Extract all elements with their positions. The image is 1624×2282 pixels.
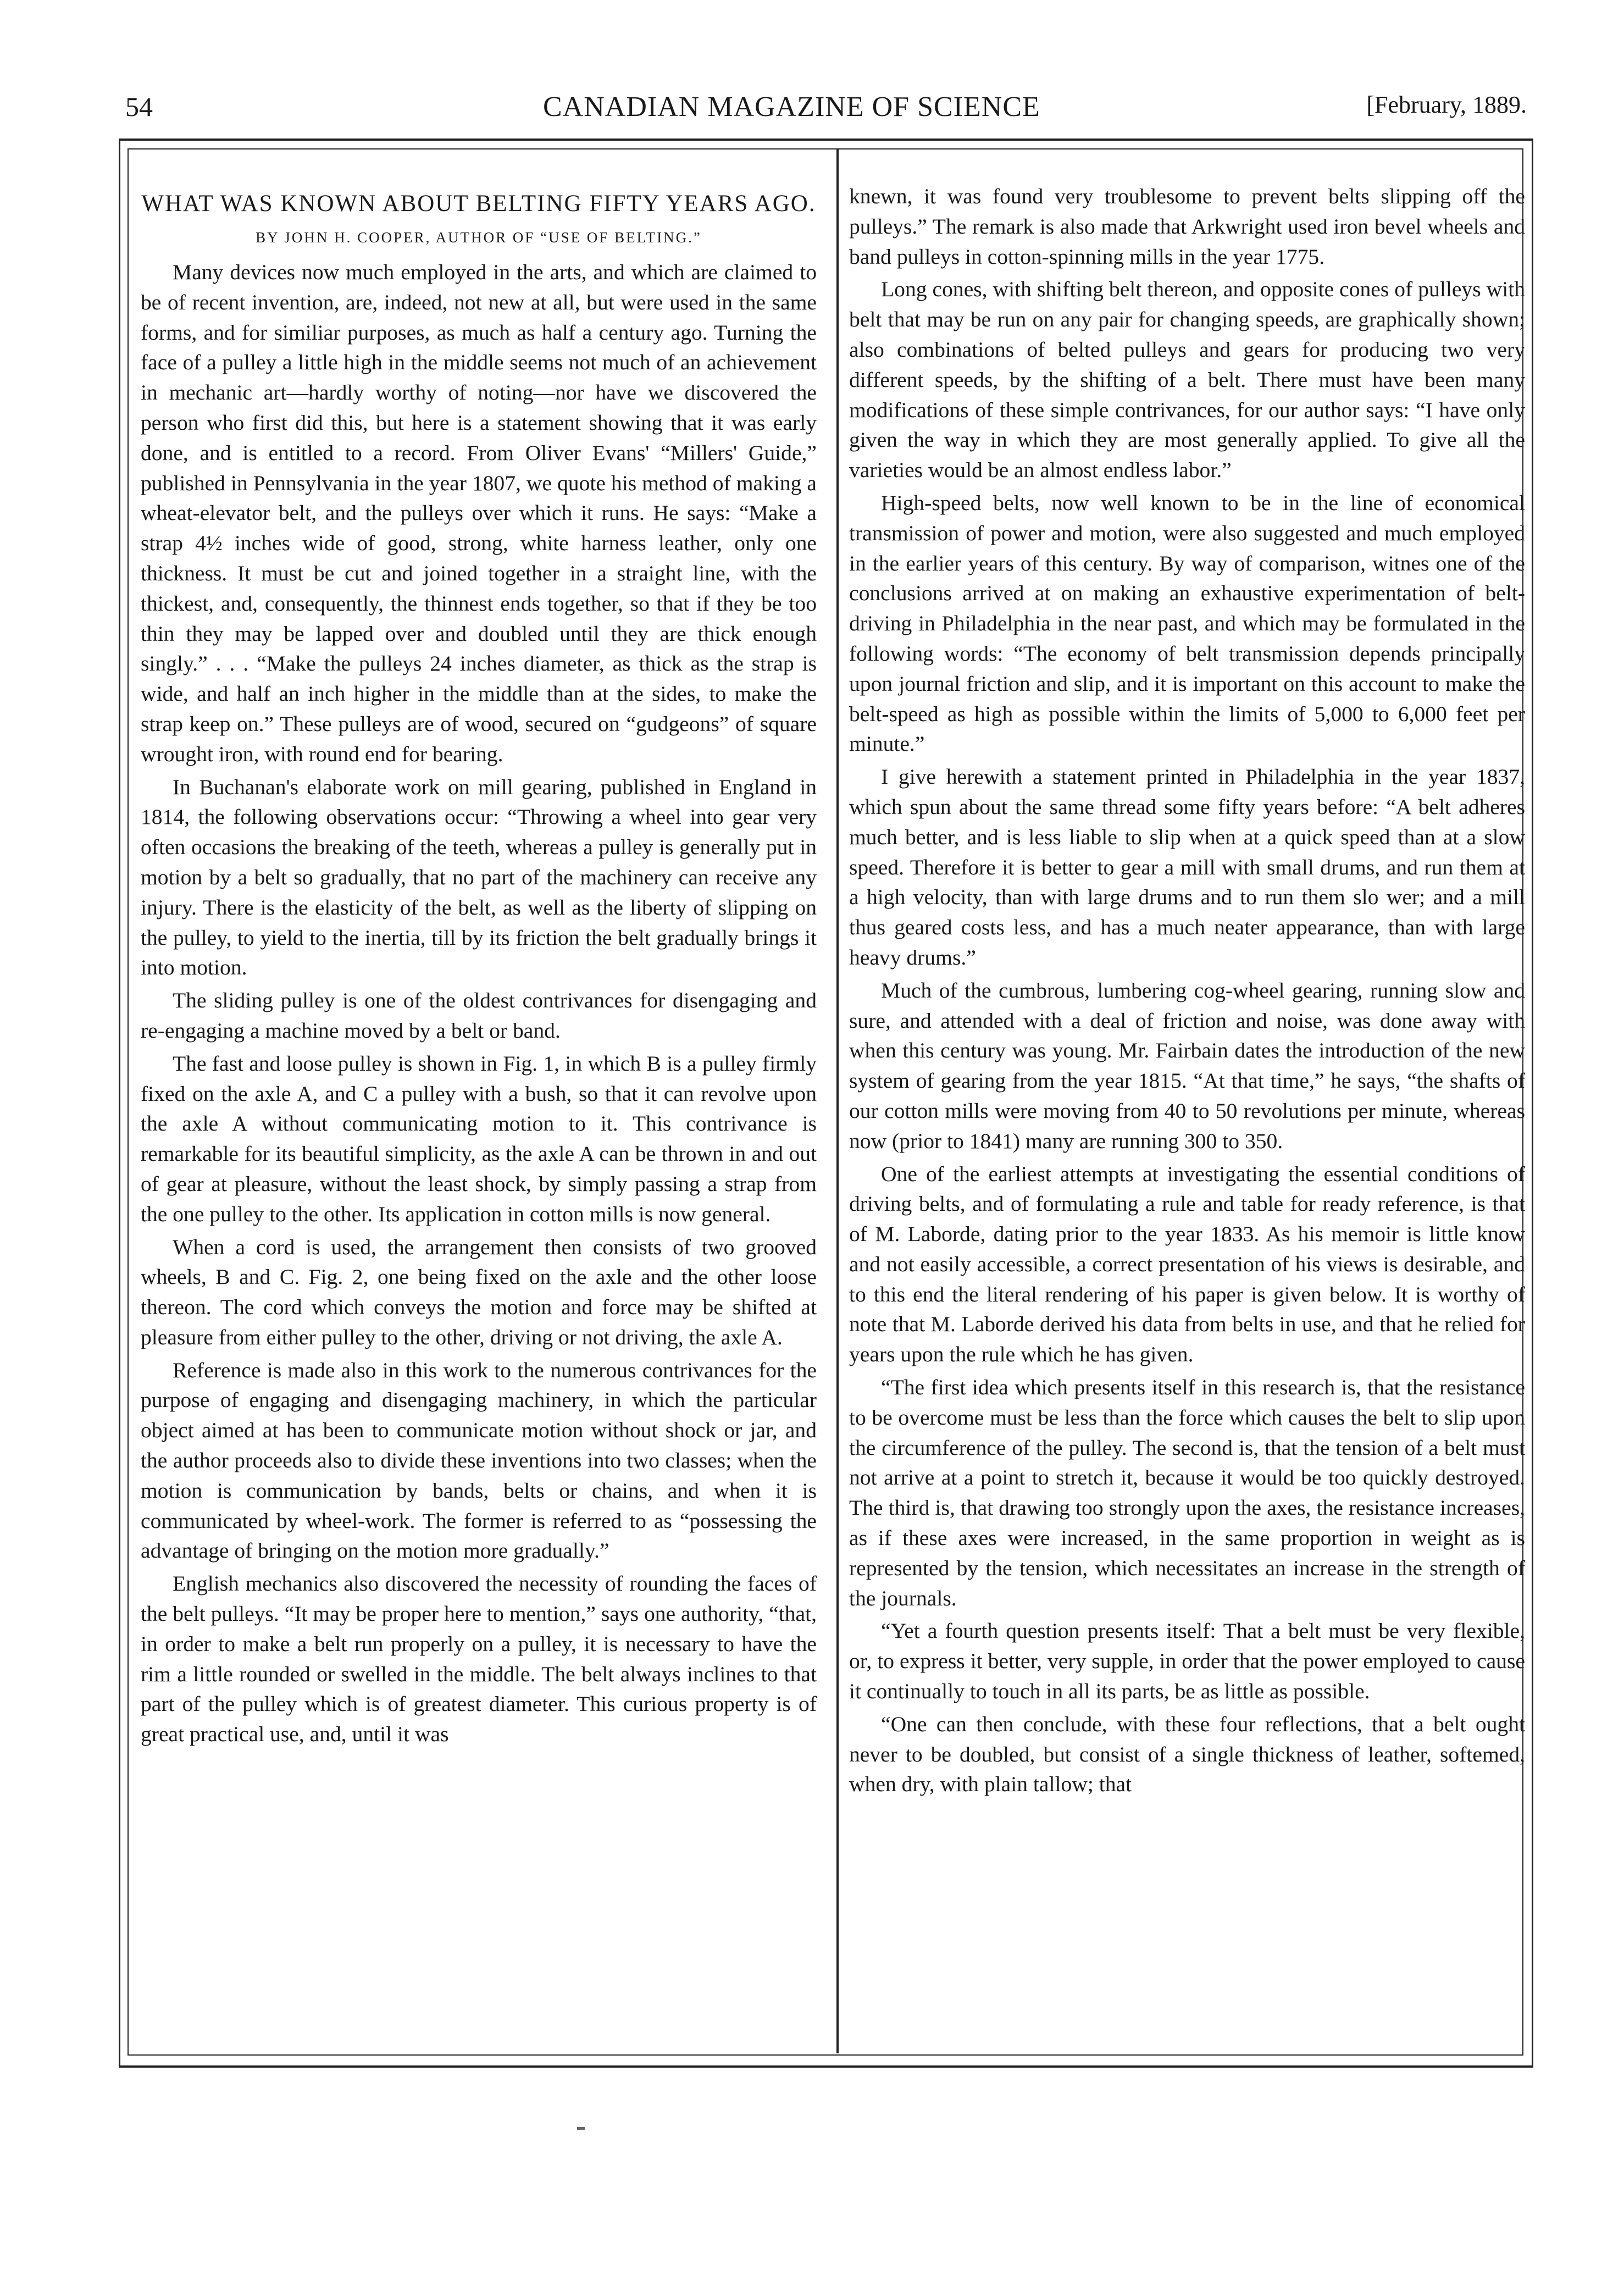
paragraph: “One can then conclude, with these four reflections, that a belt ought never to be doubled, but consist of a single thickness of leather, softemed, when dry, with plain tallow; that (849, 1711, 1525, 1797)
paragraph-continuation: knewn, it was found very troublesome to prevent belts slipping off the pulleys.” The remark is also made that Arkwright used iron bevel wheels and band pulleys in cotton-spinning mills in the year 1775. (849, 184, 1525, 269)
paragraph: “The first idea which presents itself in this research is, that the resistance to be overcome must be less than the force which causes the belt to slip upon the circumference of the pulley. The second is, that the tension of a belt must not arrive at a point to stretch it, because it would be too quickly destroyed. The third is, that drawing too strongly upon the axes, the resistance increases, as if these axes were increased, in the same proportion in weight as is represented by the tension, which necessitates an increase in the strength of the journals. (849, 1375, 1525, 1610)
paragraph: The sliding pulley is one of the oldest contrivances for disengaging and re-engaging a machine moved by a belt or band. (141, 988, 817, 1043)
column-divider (836, 148, 839, 2053)
page-mark (577, 2127, 585, 2130)
paragraph: English mechanics also discovered the necessity of rounding the faces of the belt pulleys. “It may be proper here to mention,” says one authority, “that, in order to make a belt run properly on a pulley, it is necessary to have the rim a little rounded or swelled in the middle. The belt always inclines to that part of the pulley which is of greatest diameter. This curious property is of great practical use, and, until it was (141, 1571, 817, 1747)
right-column (849, 181, 1525, 1802)
paragraph: One of the earliest attempts at investigating the essential conditions of driving belts, and of formulating a rule and table for ready reference, is that of M. Laborde, dating prior to the year 1833. As his memoir is little know and not easily accessible, a correct presentation of his views is desirable, and to this end the literal rendering of his paper is given below. It is worthy of note that M. Laborde derived his data from belts in use, and that he relied for years upon the rule which he has given. (849, 1161, 1525, 1367)
paragraph: The fast and loose pulley is shown in Fig. 1, in which B is a pulley firmly fixed on the axle A, and C a pulley with a bush, so that it can revolve upon the axle A without communicating motion to it. This contrivance is remarkable for its beautiful simplicity, as the axle A can be thrown in and out of gear at pleasure, without the least shock, by simply passing a strap from the one pulley to the other. Its application in cotton mills is now general. (141, 1051, 817, 1226)
issue-date: [February, 1889. (1366, 91, 1527, 118)
paragraph: Long cones, with shifting belt thereon, and opposite cones of pulleys with belt that may be run on any pair for changing speeds, are graphically shown; also combinations of belted pulleys and gears for producing two very different speeds, by the shifting of a belt. There must have been many modifications of these simple contrivances, for our author says: “I have only given the way in which they are most generally applied. To give all the varieties would be an almost endless labor.” (849, 277, 1525, 483)
paragraph: When a cord is used, the arrangement then consists of two grooved wheels, B and C. Fig. 2, one being fixed on the axle and the other loose thereon. The cord which conveys the motion and force may be shifted at pleasure from either pulley to the other, driving or not driving, the axle A. (141, 1234, 817, 1349)
left-column (141, 181, 817, 1752)
paragraph: In Buchanan's elaborate work on mill gearing, published in England in 1814, the following observations occur: “Throwing a wheel into gear very often occasions the breaking of the teeth, whereas a pulley is generally put in motion by a belt so gradually, that no part of the machinery can receive any injury. There is the elasticity of the belt, as well as the liberty of slipping on the pulley, to yield to the inertia, till by its friction the belt gradually brings it into motion. (141, 774, 817, 980)
page-number: 54 (125, 91, 153, 122)
paragraph: Reference is made also in this work to the numerous contrivances for the purpose of engaging and disengaging machinery, in which the particular object aimed at has been to communicate motion without shock or jar, and the author proceeds also to divide these inventions into two classes; when the motion is communication by bands, belts or chains, and when it is communicated by wheel-work. The former is referred to as “possessing the advantage of bringing on the motion more gradually.” (141, 1358, 817, 1563)
page-header (125, 91, 1527, 129)
paragraph: “Yet a fourth question presents itself: That a belt must be very flexible, or, to express it better, very supple, in order that the power employed to cause it continually to touch in all its parts, be as little as possible. (849, 1619, 1525, 1704)
article-title: WHAT WAS KNOWN ABOUT BELTING FIFTY YEARS AGO. (141, 191, 816, 217)
article-byline: BY JOHN H. COOPER, AUTHOR OF “USE OF BELTING.” (256, 229, 702, 246)
paragraph: Much of the cumbrous, lumbering cog-wheel gearing, running slow and sure, and attended with a deal of friction and noise, was done away with when this century was young. Mr. Fairbain dates the introduction of the new system of gearing from the year 1815. “At that time,” he says, “the shafts of our cotton mills were moving from 40 to 50 revolutions per minute, whereas now (prior to 1841) many are running 300 to 350. (849, 978, 1525, 1153)
running-title: CANADIAN MAGAZINE OF SCIENCE (543, 91, 1040, 123)
paragraph: Many devices now much employed in the arts, and which are claimed to be of recent invention, are, indeed, not new at all, but were used in the same forms, and for similiar purposes, as much as half a century ago. Turning the face of a pulley a little high in the middle seems not much of an achievement in mechanic art—hardly worthy of noting—nor have we discovered the person who first did this, but here is a statement showing that it was early done, and is entitled to a record. From Oliver Evans' “Millers' Guide,” published in Pennsylvania in the year 1807, we quote his method of making a wheat-elevator belt, and the pulleys over which it runs. He says: “Make a strap 4½ inches wide of good, strong, white harness leather, only one thickness. It must be cut and joined together in a straight line, with the thickest, and, consequently, the thinnest ends together, so that if they be too thin they may be lapped over and doubled until they are thick enough singly.” . . . “Make the pulleys 24 inches diameter, as thick as the strap is wide, and half an inch higher in the middle than at the sides, to make the strap keep on.” These pulleys are of wood, secured on “gudgeons” of square wrought iron, with round end for bearing. (141, 260, 817, 766)
paragraph: I give herewith a statement printed in Philadelphia in the year 1837, which spun about the same thread some fifty years before: “A belt adheres much better, and is less liable to slip when at a quick speed than at a slow speed. Therefore it is better to gear a mill with small drums, and run them at a high velocity, than with large drums and to run them slo wer; and a mill thus geared costs less, and has a much neater appearance, than with large heavy drums.” (849, 765, 1525, 970)
paragraph: High-speed belts, now well known to be in the line of economical transmission of power and motion, were also suggested and much employed in the earlier years of this century. By way of comparison, witnes one of the conclusions arrived at on making an exhaustive experimentation of belt-driving in Philadelphia in the near past, and which may be formulated in the following words: “The economy of belt transmission depends principally upon journal friction and slip, and it is important on this account to make the belt-speed as high as possible within the limits of 5,000 to 6,000 feet per minute.” (849, 490, 1525, 756)
